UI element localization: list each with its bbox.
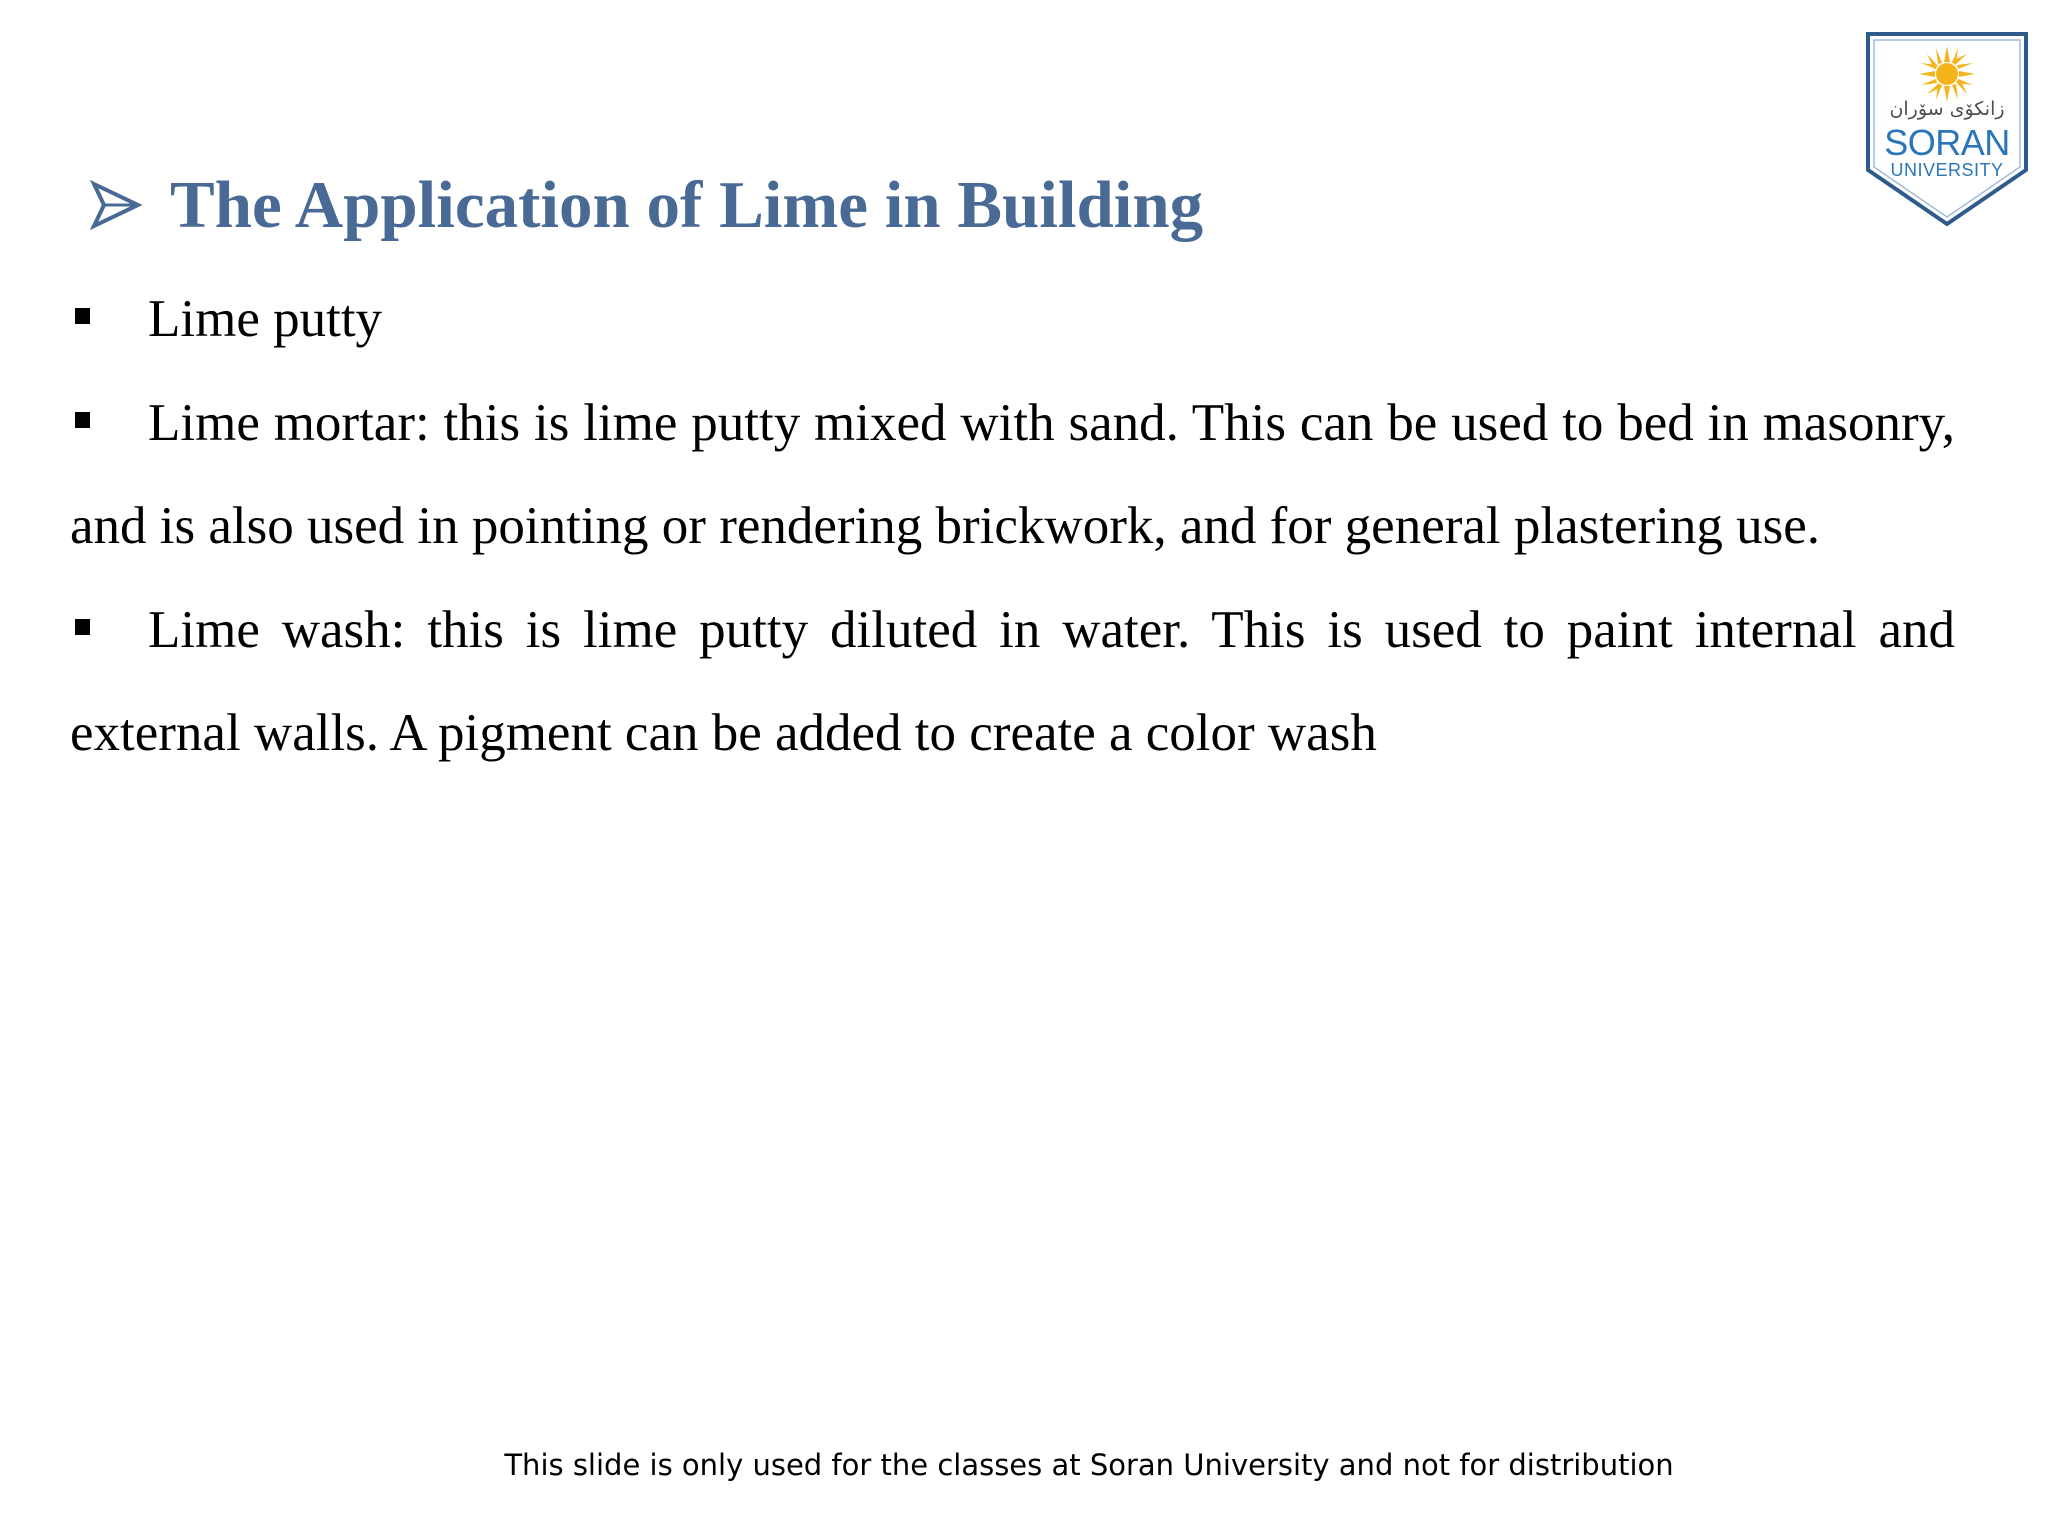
- square-bullet-icon: [75, 619, 90, 635]
- logo-arabic-text: زانكۆی سۆران: [1889, 98, 2005, 120]
- slide-title-row: [90, 160, 1203, 250]
- soran-university-logo: [1862, 30, 2032, 230]
- bullet-item-lime-wash: [70, 579, 1955, 786]
- bullet-text: Lime putty: [148, 290, 383, 348]
- bullet-list: [70, 268, 1955, 786]
- bullet-text: Lime wash: this is lime putty diluted in water. This is used to paint internal and external walls. A pigment can be added to create a color wash: [70, 600, 1955, 762]
- bullet-item-lime-mortar: [70, 372, 1955, 579]
- logo-subtitle: UNIVERSITY: [1890, 160, 2004, 180]
- footer-notice: This slide is only used for the classes at Soran University and not for distribution: [504, 1448, 1674, 1482]
- logo-name: SORAN: [1884, 122, 2010, 163]
- bullet-item-lime-putty: [70, 268, 1955, 372]
- slide-title: The Application of Lime in Building: [170, 168, 1204, 242]
- square-bullet-icon: [75, 412, 90, 428]
- bullet-text: Lime mortar: this is lime putty mixed with sand. This can be used to bed in masonry, and is also used in pointing or rendering brickwork, and for general plastering use.: [70, 393, 1955, 555]
- arrowhead-icon: [90, 179, 142, 231]
- sun-icon: [1919, 46, 1975, 102]
- square-bullet-icon: [75, 308, 90, 324]
